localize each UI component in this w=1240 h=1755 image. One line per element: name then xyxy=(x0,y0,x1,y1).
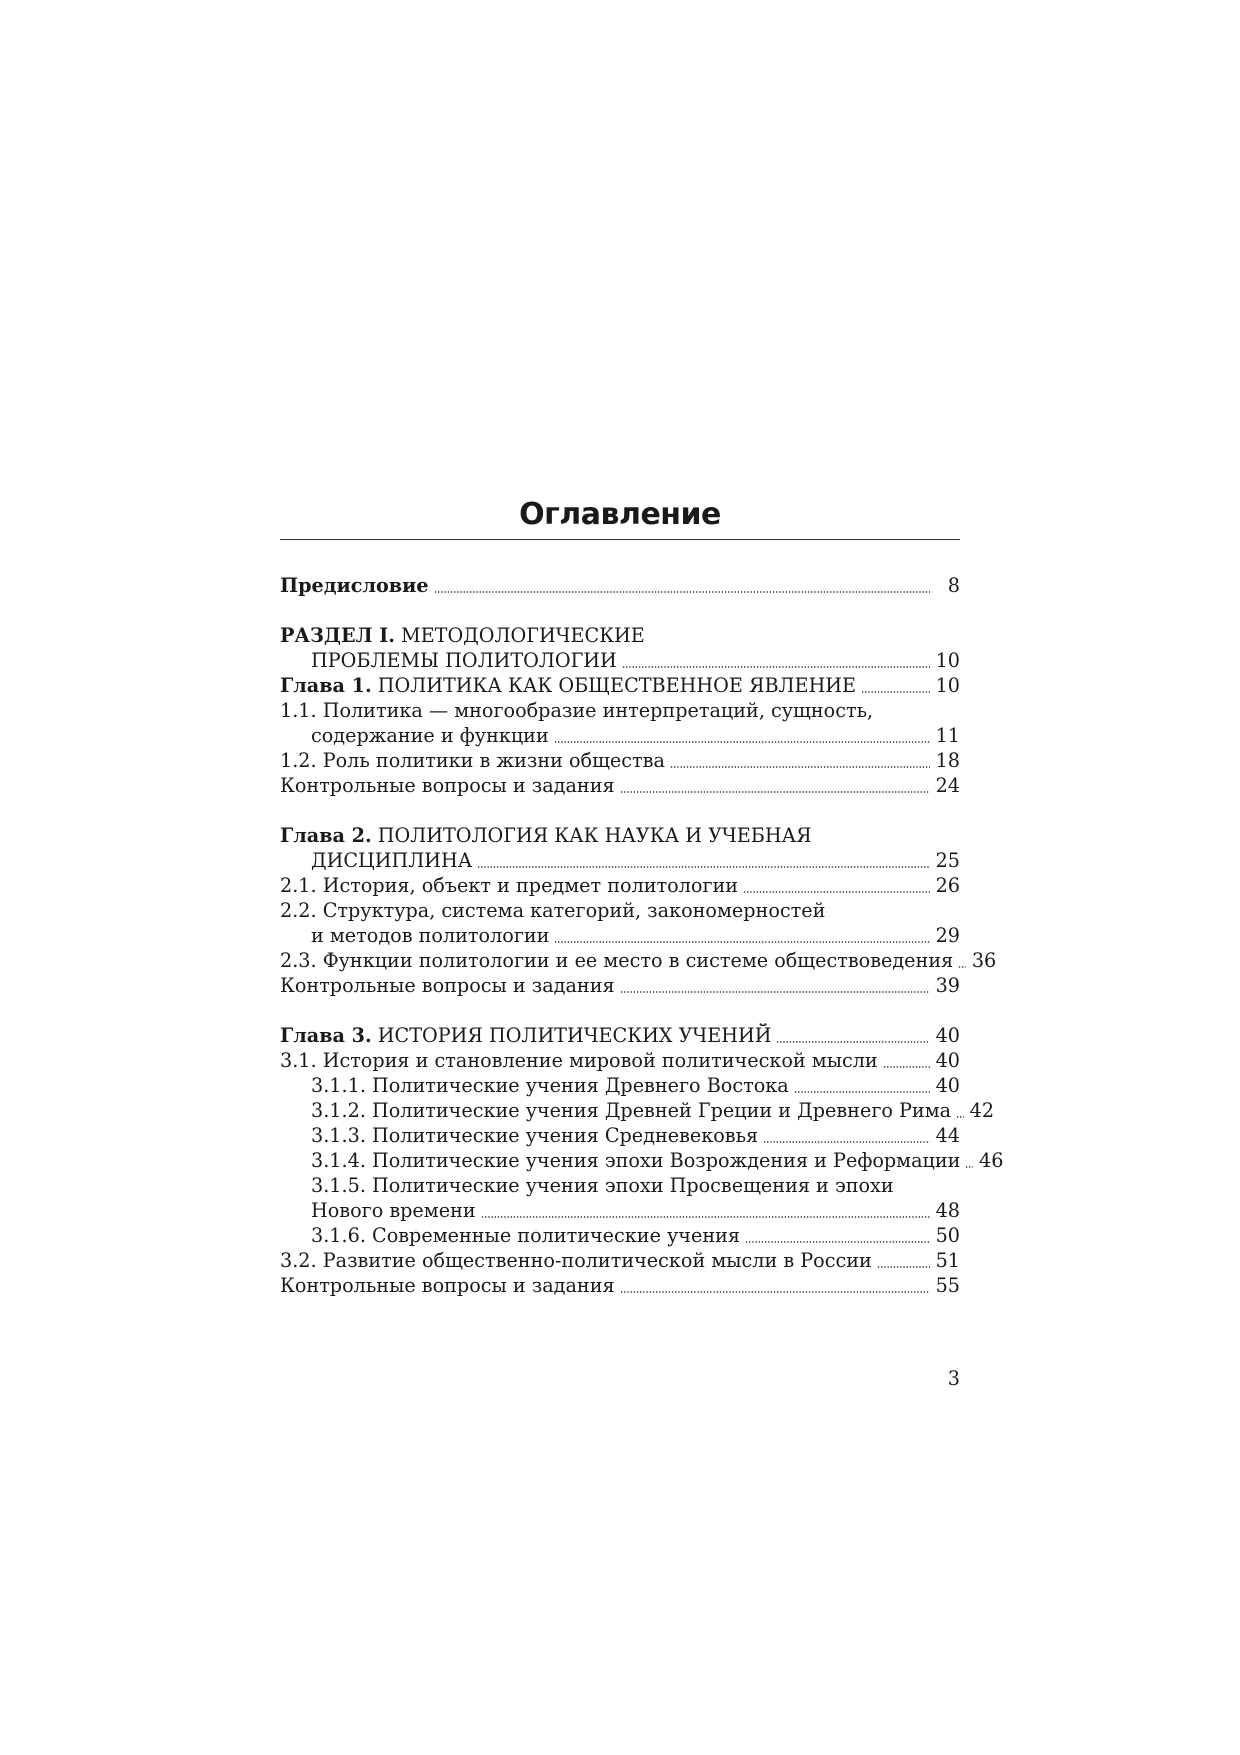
toc-entry-page: 55 xyxy=(935,1274,960,1297)
toc-entry-text: 3.2. Развитие общественно-политической мысли в России xyxy=(280,1249,872,1272)
toc-entry-text: ПРОБЛЕМЫ ПОЛИТОЛОГИИ xyxy=(311,649,617,672)
toc-entry-page: 44 xyxy=(935,1124,960,1147)
toc-entry-title xyxy=(280,948,953,973)
toc-entry-text: Контрольные вопросы и задания xyxy=(280,1274,615,1297)
toc-entry-page: 40 xyxy=(935,1074,960,1097)
toc-entry-text: 3.1.5. Политические учения эпохи Просвещения и эпохи xyxy=(311,1174,894,1197)
toc-entry-text: Контрольные вопросы и задания xyxy=(280,774,615,797)
toc-section xyxy=(280,623,960,798)
dot-leader xyxy=(620,1290,930,1294)
toc-entry-page: 26 xyxy=(935,874,960,897)
toc-entry-page: 29 xyxy=(935,924,960,947)
toc-entry-title xyxy=(311,723,549,748)
toc-entry-text: МЕТОДОЛОГИЧЕСКИЕ xyxy=(394,624,645,647)
toc-entry-title xyxy=(280,748,665,773)
dot-leader xyxy=(965,1165,973,1169)
toc-entry-text: 3.1.6. Современные политические учения xyxy=(311,1224,741,1247)
toc-section xyxy=(280,823,997,998)
toc-entry-text: содержание и функции xyxy=(311,724,549,747)
toc-entry-text: ПОЛИТИКА КАК ОБЩЕСТВЕННОЕ ЯВЛЕНИЕ xyxy=(371,674,857,697)
toc-entry-title xyxy=(280,824,812,847)
toc-entry-text: 3.1. История и становление мировой политической мысли xyxy=(280,1049,878,1072)
dot-leader xyxy=(877,1265,930,1269)
toc-entry-label: Глава 2. xyxy=(280,824,372,847)
toc-entry-title xyxy=(280,899,825,922)
toc-entry[interactable] xyxy=(280,698,960,723)
toc-entry-title xyxy=(280,624,645,647)
toc-entry-title xyxy=(280,573,429,598)
toc-entry-page: 25 xyxy=(935,849,960,872)
dot-leader xyxy=(883,1065,930,1069)
dot-leader xyxy=(861,690,930,694)
toc-entry[interactable] xyxy=(280,848,960,873)
toc-entry-text: 3.1.3. Политические учения Средневековья xyxy=(311,1124,759,1147)
toc-entry[interactable] xyxy=(280,973,960,998)
dot-leader xyxy=(958,965,966,969)
toc-entry[interactable] xyxy=(280,1198,960,1223)
toc-entry-page: 51 xyxy=(935,1249,960,1272)
toc-entry[interactable] xyxy=(280,723,960,748)
page-number: 3 xyxy=(947,1367,960,1390)
toc-entry[interactable] xyxy=(280,773,960,798)
toc-entry[interactable] xyxy=(280,1223,960,1248)
toc-entry-label: Глава 1. xyxy=(280,674,372,697)
toc-entry-title xyxy=(311,1073,789,1098)
toc-entry[interactable] xyxy=(280,673,960,698)
toc-entry-title xyxy=(311,1223,740,1248)
toc-entry-title xyxy=(280,973,615,998)
toc-entry-text: ДИСЦИПЛИНА xyxy=(311,849,473,872)
toc-entry[interactable] xyxy=(280,1148,1004,1173)
toc-entry[interactable] xyxy=(280,748,960,773)
toc-entry-page: 10 xyxy=(935,674,960,697)
dot-leader xyxy=(481,1215,930,1219)
page-title: Оглавление xyxy=(519,497,721,532)
title-divider xyxy=(280,539,960,540)
dot-leader xyxy=(554,940,930,944)
toc-entry-label: Предисловие xyxy=(280,574,429,597)
toc-entry-page: 46 xyxy=(979,1149,1004,1172)
dot-leader xyxy=(620,790,930,794)
toc-entry[interactable] xyxy=(280,623,960,648)
toc-entry[interactable] xyxy=(280,898,960,923)
toc-entry-text: ПОЛИТОЛОГИЯ КАК НАУКА И УЧЕБНАЯ xyxy=(371,824,812,847)
toc-entry-page: 40 xyxy=(935,1049,960,1072)
toc-entry-title xyxy=(280,699,873,722)
dot-leader xyxy=(622,665,930,669)
toc-entry-text: 3.1.1. Политические учения Древнего Востока xyxy=(311,1074,789,1097)
toc-entry[interactable] xyxy=(280,1073,960,1098)
toc-entry-text: 2.1. История, объект и предмет политологии xyxy=(280,874,739,897)
dot-leader xyxy=(554,740,930,744)
toc-entry-page: 40 xyxy=(935,1024,960,1047)
toc-entry-page: 11 xyxy=(935,724,960,747)
toc-entry[interactable] xyxy=(280,823,960,848)
dot-leader xyxy=(763,1140,930,1144)
toc-entry-page: 50 xyxy=(935,1224,960,1247)
toc-entry-text: 3.1.4. Политические учения эпохи Возрождения и Реформации xyxy=(311,1149,961,1172)
toc-entry-page: 8 xyxy=(947,574,960,597)
toc-entry[interactable] xyxy=(280,873,960,898)
toc-entry-label: РАЗДЕЛ I. xyxy=(280,624,395,647)
toc-entry-text: и методов политологии xyxy=(311,924,550,947)
toc-entry-title xyxy=(280,773,615,798)
dot-leader xyxy=(434,590,930,594)
toc-entry[interactable] xyxy=(280,1123,960,1148)
toc-entry-title xyxy=(311,1098,951,1123)
dot-leader xyxy=(745,1240,930,1244)
toc-entry[interactable] xyxy=(280,573,960,598)
toc-entry-label: Глава 3. xyxy=(280,1024,372,1047)
toc-entry-page: 36 xyxy=(971,949,997,972)
toc-entry-title xyxy=(280,873,738,898)
toc-entry-text: 1.1. Политика — многообразие интерпретаций, сущность, xyxy=(280,699,874,722)
toc-entry-title xyxy=(280,1023,771,1048)
toc-entry-page: 24 xyxy=(935,774,960,797)
toc-entry-page: 18 xyxy=(935,749,960,772)
toc-entry-title xyxy=(311,1123,758,1148)
toc-entry[interactable] xyxy=(280,648,960,673)
toc-entry-text: ИСТОРИЯ ПОЛИТИЧЕСКИХ УЧЕНИЙ xyxy=(371,1024,772,1047)
toc-entry[interactable] xyxy=(280,1273,960,1298)
dot-leader xyxy=(670,765,930,769)
toc-entry-page: 42 xyxy=(969,1099,995,1122)
toc-entry-page: 10 xyxy=(935,649,960,672)
toc-entry-title xyxy=(311,1198,476,1223)
dot-leader xyxy=(794,1090,930,1094)
toc-entry[interactable] xyxy=(280,1248,960,1273)
toc-entry[interactable] xyxy=(280,1173,960,1198)
toc-entry-title xyxy=(280,673,856,698)
toc-entry-text: 2.2. Структура, система категорий, закономерностей xyxy=(280,899,826,922)
toc-entry-text: 3.1.2. Политические учения Древней Греции и Древнего Рима xyxy=(311,1099,952,1122)
toc-entry[interactable] xyxy=(280,948,997,973)
toc-entry-text: Нового времени xyxy=(311,1199,476,1222)
dot-leader xyxy=(743,890,930,894)
toc-entry-title xyxy=(280,1273,615,1298)
toc-entry-text: 1.2. Роль политики в жизни общества xyxy=(280,749,665,772)
toc-entry-title xyxy=(311,1174,894,1197)
toc-entry[interactable] xyxy=(280,1048,960,1073)
table-of-contents xyxy=(280,573,1004,1298)
toc-entry-title xyxy=(280,1048,878,1073)
toc-entry-text: Контрольные вопросы и задания xyxy=(280,974,615,997)
toc-entry-title xyxy=(311,1148,960,1173)
toc-section xyxy=(280,1023,1004,1298)
dot-leader xyxy=(776,1040,930,1044)
toc-entry-title xyxy=(311,848,472,873)
toc-entry[interactable] xyxy=(280,1098,995,1123)
toc-entry-page: 48 xyxy=(935,1199,960,1222)
toc-entry-page: 39 xyxy=(935,974,960,997)
toc-entry-text: 2.3. Функции политологии и ее место в системе обществоведения xyxy=(280,949,954,972)
toc-entry-title xyxy=(311,648,617,673)
toc-entry-title xyxy=(280,1248,872,1273)
dot-leader xyxy=(620,990,930,994)
toc-entry[interactable] xyxy=(280,923,960,948)
toc-entry-title xyxy=(311,923,549,948)
toc-entry[interactable] xyxy=(280,1023,960,1048)
toc-section xyxy=(280,573,960,598)
dot-leader xyxy=(477,865,930,869)
dot-leader xyxy=(956,1115,964,1119)
